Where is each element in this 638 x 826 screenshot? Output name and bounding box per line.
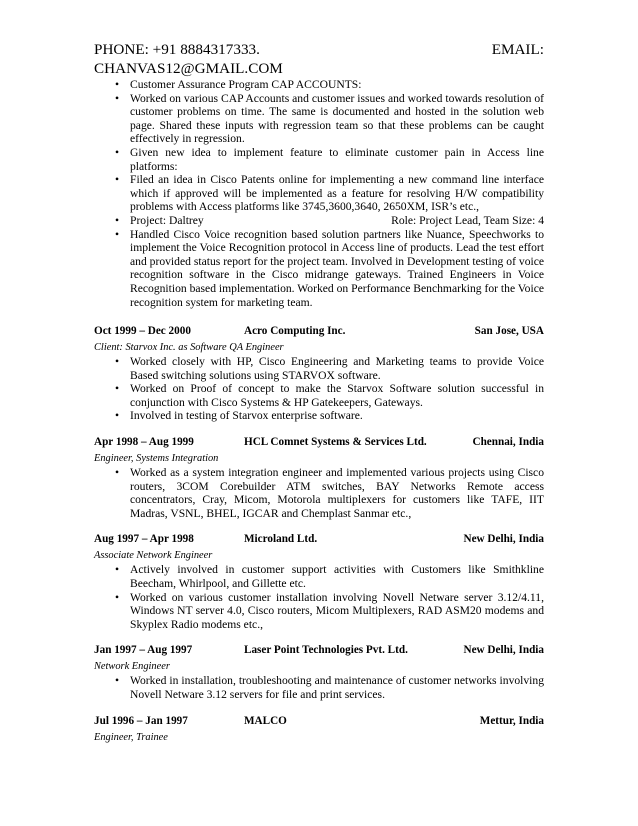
job-entry: [94, 714, 544, 745]
job-role: Client: Starvox Inc. as Software QA Engineer: [94, 342, 284, 354]
list-item: • Worked as a system integration engineer and implemented various projects using Cisco routers, 3COM Corebuilder ATM switches, BAY Networks Remote access concentrators, Cray, Micom, Motorola multiplexers for customers like TAFE, IIT Madras, VSNL, BHEL, IGCAR and Chemplast Sanmar etc.,: [94, 466, 544, 520]
job-location: Mettur, India: [479, 714, 544, 727]
job-dates: Apr 1998 – Aug 1999: [94, 436, 194, 449]
project-name: • Project: Daltrey: [130, 213, 204, 227]
project-line: [94, 214, 544, 228]
job-bullet-list: [94, 466, 544, 520]
job-header: [94, 532, 544, 546]
job-dates: Oct 1999 – Dec 2000: [94, 325, 191, 338]
list-item: • Worked on various customer installation involving Novell Netware server 3.12/4.11, Windows NT server 4.0, Cisco routers, Micom Multiplexers, RAD ASM20 modems and Skyplex Radio modems etc.,: [94, 591, 544, 632]
project-role: Role: Project Lead, Team Size: 4: [391, 213, 544, 227]
email-label: EMAIL:: [491, 41, 544, 58]
job-location: New Delhi, India: [463, 533, 544, 546]
job-bullet-list: [94, 563, 544, 631]
job-role: Associate Network Engineer: [94, 550, 213, 562]
job-entry: [94, 324, 544, 423]
project-bullet-list: [94, 78, 544, 309]
job-header: [94, 643, 544, 657]
job-header: [94, 435, 544, 449]
list-item: • Worked in installation, troubleshooting and maintenance of customer networks involving Novell Netware 3.12 servers for file and print services.: [94, 674, 544, 701]
email-text: CHANVAS12@GMAIL.COM: [94, 60, 283, 77]
job-location: San Jose, USA: [474, 325, 544, 338]
job-entry: [94, 643, 544, 701]
job-entry: [94, 435, 544, 520]
job-dates: Aug 1997 – Apr 1998: [94, 533, 194, 546]
job-company: Microland Ltd.: [244, 533, 318, 546]
job-header: [94, 714, 544, 728]
list-item: • Worked on Proof of concept to make the Starvox Software solution successful in conjunction with Cisco Systems & HP Gatekeepers, Gateways.: [94, 382, 544, 409]
job-role: Network Engineer: [94, 661, 170, 673]
job-entry: [94, 532, 544, 631]
job-dates: Jul 1996 – Jan 1997: [94, 714, 188, 727]
list-item: • Given new idea to implement feature to eliminate customer pain in Access line platforms:: [94, 146, 544, 173]
list-item: • Worked closely with HP, Cisco Engineering and Marketing teams to provide Voice Based switching solutions using STARVOX software.: [94, 355, 544, 382]
list-item: • Handled Cisco Voice recognition based solution partners like Nuance, Speechworks to implement the Voice Recognition protocol in Access line of products. Lead the test effort and provided status report for the project team. Involved in Development testing of voice recognition software in the Cisco midrange gateways. Trained Engineers in Voice Recognition based implementation. Worked on Performance Benchmarking for the Voice recognition system for marketing team.: [94, 228, 544, 310]
phone-text: PHONE: +91 8884317333.: [94, 41, 260, 58]
list-item: • Filed an idea in Cisco Patents online for implementing a new command line interface which if approved will be implemented as a feature for resolving H/W compatibility problems with Access platforms like 3745,3600,3640, 2650XM, ISR’s etc.,: [94, 173, 544, 214]
job-dates: Jan 1997 – Aug 1997: [94, 644, 193, 657]
list-item: • Customer Assurance Program CAP ACCOUNTS:: [94, 78, 544, 92]
resume-page: [94, 40, 544, 745]
job-role: Engineer, Trainee: [94, 731, 168, 743]
job-location: Chennai, India: [472, 436, 544, 449]
job-header: [94, 324, 544, 338]
list-item: • Worked on various CAP Accounts and customer issues and worked towards resolution of customer problems on time. The same is documented and hosted in the solution web page. Shared these inputs with regression team so that these problems can be caught effectively in regression.: [94, 92, 544, 146]
job-bullet-list: [94, 674, 544, 701]
list-item: • Involved in testing of Starvox enterprise software.: [94, 409, 544, 423]
job-company: MALCO: [244, 714, 287, 727]
contact-header: [94, 40, 544, 78]
job-location: New Delhi, India: [463, 644, 544, 657]
job-bullet-list: [94, 355, 544, 423]
job-company: Laser Point Technologies Pvt. Ltd.: [244, 644, 408, 657]
job-role: Engineer, Systems Integration: [94, 453, 219, 465]
job-company: HCL Comnet Systems & Services Ltd.: [244, 436, 427, 449]
job-company: Acro Computing Inc.: [244, 325, 346, 338]
list-item: • Actively involved in customer support activities with Customers like Smithkline Beecham, Whirlpool, and Gillette etc.: [94, 563, 544, 590]
